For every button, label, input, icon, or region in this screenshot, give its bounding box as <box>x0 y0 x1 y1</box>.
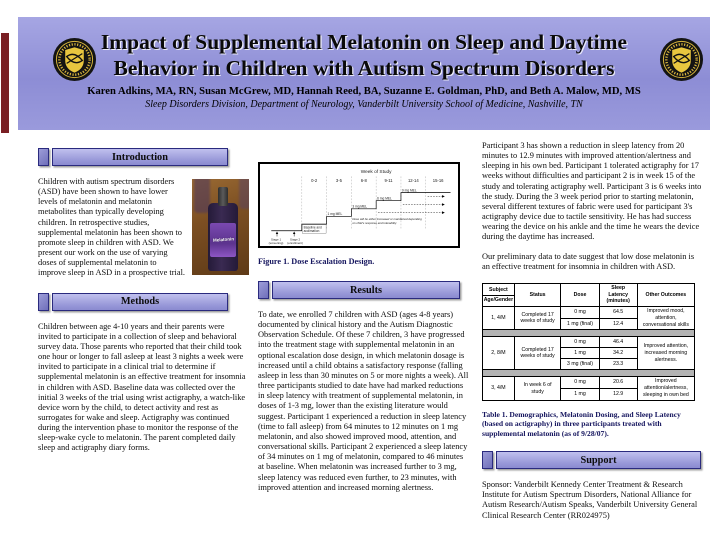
svg-text:acclimation: acclimation <box>303 229 320 234</box>
col-header-status: Status <box>514 283 561 306</box>
week-label: 6-8 <box>360 178 367 184</box>
table-row <box>483 337 695 348</box>
latency-cell: 64.5 <box>599 307 637 319</box>
dose-step-label: 3 mg MEL <box>352 204 368 209</box>
column-right <box>482 141 702 521</box>
stage-label: Stage 1 <box>270 237 282 242</box>
outcomes-cell: Improved mood, attention, conversational skills <box>637 307 694 330</box>
week-label: 12-14 <box>407 178 419 184</box>
methods-paragraph: Children between age 4-10 years and their parents were invited to participate in a collection of sleep and behavioral survey data. Those parents who reported that their child took one hour or longer to fall asleep at least 3 nights a week were invited to participate in a clinical trial to determine if supplemental melatonin is an effective treatment for insomnia in children with ASD. Baseline data was collected over the initial 3 weeks of the trial using wrist actigraphy, a watch-like device worn by the child, to detect activity and rest as surrogates for wake and sleep. Actigraphy was continued during the intervention phase to monitor the response of the sleep-wake cycle to melatonin. The parent completed daily sleep and actigraphy diary forms. <box>38 321 246 453</box>
latency-cell: 46.4 <box>599 337 637 348</box>
section-heading-label: Introduction <box>52 148 228 166</box>
baseline-step-label: Baseline and <box>303 225 322 230</box>
table-row <box>483 307 695 319</box>
poster-affiliation: Sleep Disorders Division, Department of Neurology, Vanderbilt University School of Medicine, Nashville, TN <box>145 99 583 111</box>
col-header-subject: Subject Age/Gender <box>483 283 515 306</box>
melatonin-bottle-photo <box>192 179 249 275</box>
separator-row <box>483 370 695 377</box>
table-1-demographics <box>482 283 695 401</box>
section-header-support <box>482 451 701 469</box>
results-paragraph-3: Our preliminary data to date suggest that low dose melatonin is an effective treatment for insomnia in children with ASD. <box>482 251 695 271</box>
dose-cell: 1 mg <box>561 389 599 401</box>
section-heading-label: Support <box>496 451 701 469</box>
svg-text:(enrollment): (enrollment) <box>287 241 303 246</box>
outcomes-cell: Improved attention/alertness, sleeping in own bed <box>637 377 694 400</box>
col-header-outcomes: Other Outcomes <box>637 283 694 306</box>
vanderbilt-seal-icon <box>659 37 704 82</box>
outcomes-cell: Improved attention, increased morning alertness. <box>637 337 694 370</box>
stage-label: Stage 2 <box>290 237 301 242</box>
section-bar-cap <box>38 148 49 166</box>
latency-cell: 12.4 <box>599 318 637 330</box>
dose-cell: 0 mg <box>561 307 599 319</box>
arrowheads <box>442 195 445 214</box>
subject-cell: 1, 4/M <box>483 307 515 330</box>
poster-authors: Karen Adkins, MA, RN, Susan McGrew, MD, Hannah Reed, BA, Suzanne E. Goldman, PhD, and Beth A. Malow, MD, MS <box>87 86 641 98</box>
section-bar-cap <box>258 281 269 299</box>
week-label: 0-2 <box>311 178 318 184</box>
section-header-introduction <box>38 148 228 166</box>
background-bottle-shape <box>239 179 249 209</box>
status-cell: Completed 17 weeks of study <box>514 337 561 370</box>
section-bar-cap <box>482 451 493 469</box>
status-cell: In week 6 of study <box>514 377 561 400</box>
latency-cell: 34.2 <box>599 348 637 359</box>
results-paragraph-2: Participant 3 has shown a reduction in sleep latency from 20 minutes to 12.9 minutes with improved attention/alertness and sleeping in his own bed. Participant 1 tolerated actigraphy for 17 weeks without difficulties and participant 2 is in week 15 of the study and tolerating actigraphy well. Participant 3 is 6 weeks into the study. During the 3 week period prior to starting melatonin, several different textures of fabric were used for participant 3's actigraphy device due to tactile sensitivity. He has had success wearing the device on his ankle and the time he wears the device during the daytime has increased. <box>482 141 702 242</box>
dose-cell: 3 mg (final) <box>561 359 599 370</box>
col-header-latency: Sleep Latency (minutes) <box>599 283 637 306</box>
figure-1-caption: Figure 1. Dose Escalation Design. <box>258 257 375 266</box>
poster-title: Impact of Supplemental Melatonin on Sleep and Daytime Behavior in Children with Autism Spectrum Disorders <box>100 30 628 81</box>
table-row <box>483 377 695 389</box>
column-middle <box>258 162 470 493</box>
subject-cell: 2, 8/M <box>483 337 515 370</box>
status-cell: Completed 17 weeks of study <box>514 307 561 330</box>
section-bar-cap <box>38 293 49 311</box>
table-1-caption: Table 1. Demographics, Melatonin Dosing, and Sleep Latency (based on actigraphy) in three participants treated with supplemental melatonin (as of 9/28/07). <box>482 409 681 438</box>
dose-step-label: 9 mg MEL <box>401 188 417 193</box>
latency-cell: 20.6 <box>599 377 637 389</box>
week-label: 3-5 <box>335 178 343 184</box>
results-paragraph-1: To date, we enrolled 7 children with ASD (ages 4-8 years) documented by clinical history and the Autism Diagnostic Observation Schedule. Of these 7 children, 3 have progressed into the treatment stage with supplemental melatonin in an optional escalation dose design, in which melatonin dosage is increased until a child obtains a satisfactory response (falling asleep in less than 30 minutes on 5 or more nights a week). All three participants studied to date have had marked reductions in sleep latency with treatment of supplemental melatonin, in doses of 1-3 mg, lower than the existing literature would suggest. Participant 1 experienced a reduction in sleep latency (time to fall asleep) from 64 minutes to 12 minutes on 1 mg melatonin, and also showed improved mood, attention, and conversational skills. Participant 2 experienced a sleep latency of 34 minutes on 1 mg of melatonin, compared to 46 minutes at baseline. When melatonin was increased further to 3 mg, sleep latency was reduced even further, to 23 minutes, with improved attention and increased morning alertness. <box>258 310 469 492</box>
figure-note: Dose will be either increased or maintained depending <box>352 216 422 221</box>
figure-title: Week of Study <box>360 170 392 176</box>
col-header-dose: Dose <box>561 283 599 306</box>
week-label: 9-11 <box>384 178 393 184</box>
section-heading-label: Results <box>272 281 460 299</box>
bottle-label: Melatonin <box>210 223 236 257</box>
section-heading-label: Methods <box>52 293 228 311</box>
introduction-paragraph: Children with autism spectrum disorders (ASD) have been shown to have lower levels of melatonin and melatonin metabolites than typically developing children. In retrospective studies, supplemental melatonin has been shown to promote sleep in children with ASD. We present our work on the use of varying doses of supplemental melatonin to improve sleep in ASD in a prospective trial. <box>38 177 185 278</box>
dose-step-label: 6 mg MEL <box>377 196 392 201</box>
section-header-methods <box>38 293 228 311</box>
latency-cell: 12.9 <box>599 389 637 401</box>
support-paragraph: Sponsor: Vanderbilt Kennedy Center Treatment & Research Institute for Autism Spectrum Disorders, National Alliance for Autism Research/Autism Speaks, Vanderbilt University General Clinical Research Center (RR024975) <box>482 480 698 520</box>
vanderbilt-seal-icon <box>52 37 97 82</box>
subject-cell: 3, 4/M <box>483 377 515 400</box>
left-edge-artifact <box>1 33 9 133</box>
introduction-text-block <box>38 177 249 279</box>
dose-cell: 0 mg <box>561 377 599 389</box>
week-label: 15-16 <box>432 178 444 184</box>
dose-cell: 1 mg <box>561 348 599 359</box>
latency-cell: 23.3 <box>599 359 637 370</box>
separator-row <box>483 330 695 337</box>
column-left <box>38 148 249 454</box>
table-header-row <box>483 283 695 306</box>
dose-cell: 0 mg <box>561 337 599 348</box>
dropper-cap-shape <box>218 187 228 206</box>
section-header-results <box>258 281 460 299</box>
figure-1-dose-escalation-diagram <box>258 162 460 248</box>
svg-text:(screening): (screening) <box>268 241 284 246</box>
poster-header <box>18 17 710 130</box>
dose-cell: 1 mg (final) <box>561 318 599 330</box>
dose-step-label: 1 mg MEL <box>327 212 343 217</box>
svg-text:on child's response and tolera: on child's response and tolerability <box>352 220 397 225</box>
